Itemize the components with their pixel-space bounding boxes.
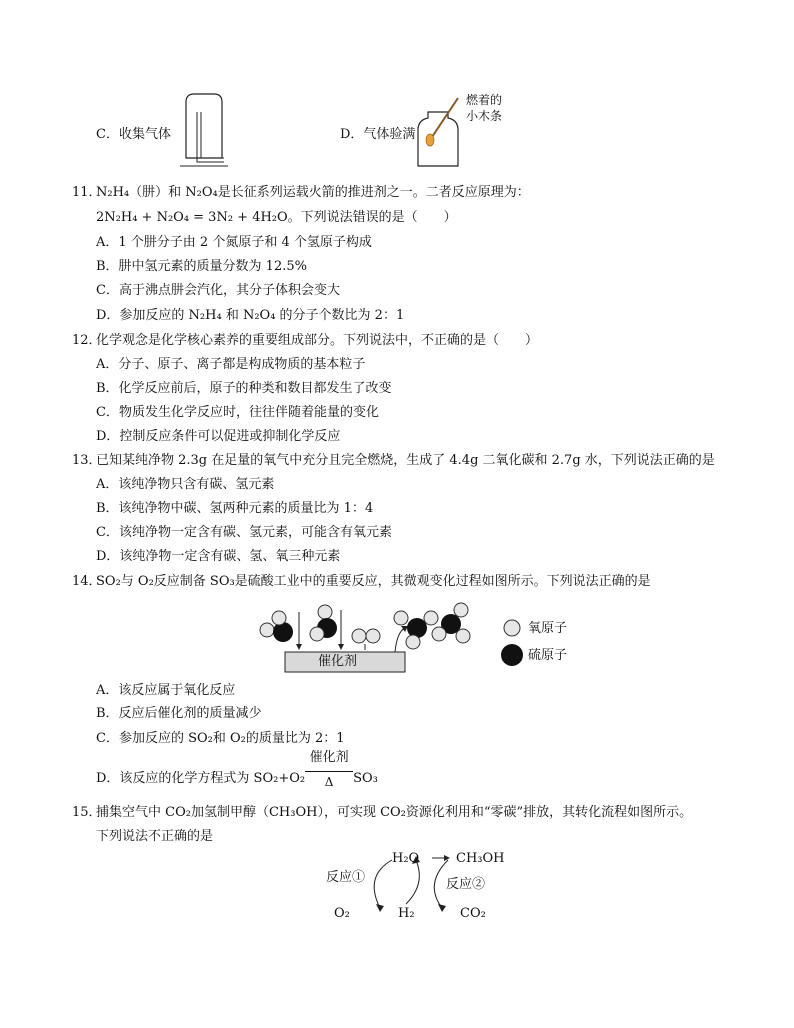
label-o2: O₂ [334, 906, 350, 921]
q13-option-a: A．该纯净物只含有碳、氢元素 [96, 477, 275, 492]
question-15-stem-line1: 捕集空气中 CO₂加氢制甲醇（CH₃OH），可实现 CO₂资源化利用和“零碳”排放，其转化流程如图所示。 [96, 805, 693, 820]
option-c-collect-gas: C．收集气体 [96, 127, 171, 142]
burning-stick-bottle-icon [418, 98, 470, 170]
condition-catalyst: 催化剂 [309, 750, 349, 765]
question-number-15: 15． [72, 805, 102, 820]
condition-heat: Δ [324, 775, 334, 789]
question-number-12: 12． [72, 333, 102, 348]
q12-option-b: B．化学反应前后，原子的种类和数目都发生了改变 [96, 381, 392, 396]
q14-option-b: B．反应后催化剂的质量减少 [96, 706, 262, 721]
question-number-13: 13． [72, 453, 102, 468]
gas-collection-apparatus-icon [180, 92, 230, 172]
question-11-stem: N₂H₄（肼）和 N₂O₄是长征系列运载火箭的推进剂之一。二者反应原理为： [96, 185, 530, 200]
q11-option-a: A．1 个肼分子由 2 个氮原子和 4 个氢原子构成 [96, 235, 372, 250]
reaction-2-label: 反应② [446, 877, 486, 892]
option-d-gas-full-test: D．气体验满 [340, 127, 416, 142]
question-11-equation-line [96, 210, 457, 226]
q11-option-c: C．高于沸点肼会汽化，其分子体积会变大 [96, 283, 340, 298]
label-h2o: H₂O [392, 851, 420, 866]
sulfur-atom-legend-icon [500, 643, 524, 667]
reaction-equation: 2N₂H₄ + N₂O₄ = 3N₂ + 4H₂O [96, 210, 288, 225]
question-12-stem: 化学观念是化学核心素养的重要组成部分。下列说法中，不正确的是（ ） [96, 333, 539, 348]
conversion-cycle-diagram [320, 846, 540, 926]
q14-option-d-prefix: D．该反应的化学方程式为 SO₂+O₂ [96, 771, 306, 786]
catalyst-micro-process-diagram [255, 596, 475, 676]
question-11-prompt: 。下列说法错误的是（ ） [287, 210, 457, 225]
question-number-14: 14． [72, 574, 102, 589]
q11-option-d: D．参加反应的 N₂H₄ 和 N₂O₄ 的分子个数比为 2：1 [96, 308, 405, 323]
q13-option-b: B．该纯净物中碳、氢两种元素的质量比为 1：4 [96, 501, 374, 516]
reaction-1-label: 反应① [326, 870, 366, 885]
label-h2: H₂ [398, 906, 415, 921]
q14-option-a: A．该反应属于氧化反应 [96, 683, 236, 698]
question-13-stem: 已知某纯净物 2.3g 在足量的氧气中充分且完全燃烧，生成了 4.4g 二氧化碳和 2.7g 水，下列说法正确的是 [96, 453, 715, 468]
legend-sulfur-label: 硫原子 [528, 648, 568, 663]
stick-label-line1: 燃着的 [466, 93, 503, 107]
question-14-stem: SO₂与 O₂反应制备 SO₃是硫酸工业中的重要反应，其微观变化过程如图所示。下列说法正确的是 [96, 574, 651, 589]
q14-option-d-product: SO₃ [353, 771, 378, 786]
q12-option-c: C．物质发生化学反应时，往往伴随着能量的变化 [96, 405, 379, 420]
oxygen-atom-legend-icon [502, 618, 522, 638]
stick-label-line2: 小木条 [466, 109, 503, 123]
q12-option-a: A．分子、原子、离子都是构成物质的基本粒子 [96, 357, 366, 372]
equation-bar [305, 771, 353, 772]
q13-option-d: D．该纯净物一定含有碳、氢、氧三种元素 [96, 549, 341, 564]
label-co2: CO₂ [460, 906, 486, 921]
question-number-11: 11． [72, 185, 102, 200]
q13-option-c: C．该纯净物一定含有碳、氢元素，可能含有氧元素 [96, 525, 392, 540]
q14-option-c: C．参加反应的 SO₂和 O₂的质量比为 2：1 [96, 731, 345, 746]
q12-option-d: D．控制反应条件可以促进或抑制化学反应 [96, 429, 341, 444]
legend-oxygen-label: 氧原子 [528, 621, 568, 636]
catalyst-label: 催化剂 [318, 654, 358, 669]
q14-option-d [96, 750, 378, 789]
question-15-stem-line2: 下列说法不正确的是 [96, 829, 214, 844]
q11-option-b: B．肼中氢元素的质量分数为 12.5% [96, 259, 307, 274]
label-ch3oh: CH₃OH [456, 851, 505, 866]
